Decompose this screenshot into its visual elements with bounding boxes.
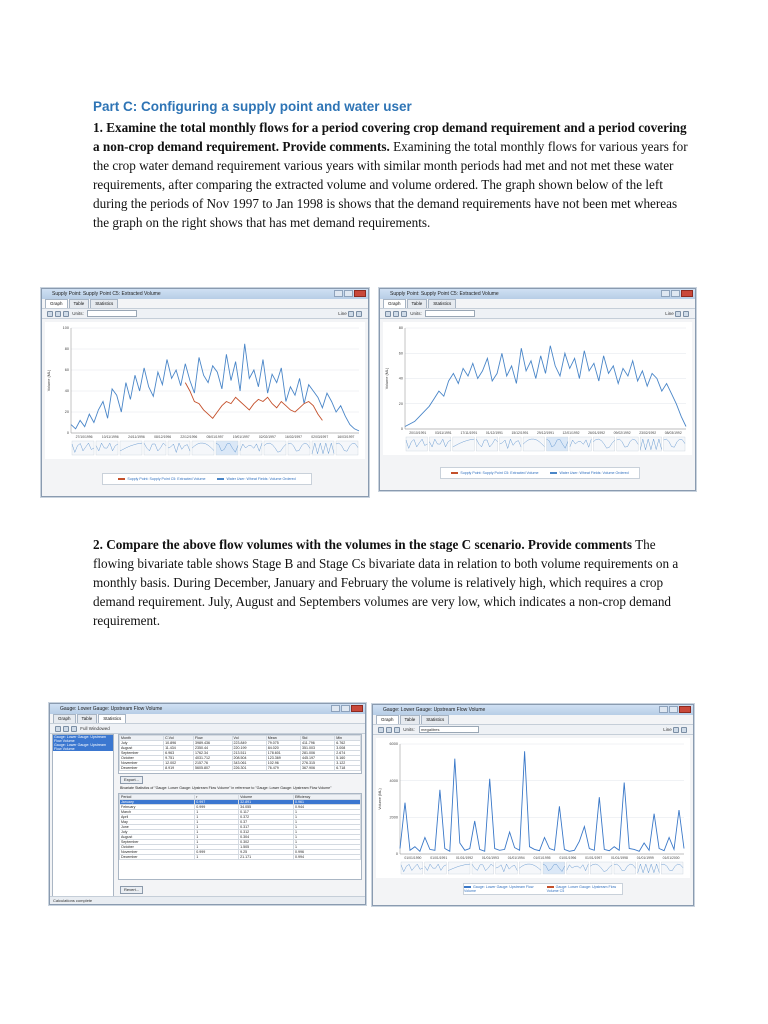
table-header-cell[interactable]: Month <box>120 736 164 741</box>
table-cell: 84.020 <box>266 746 300 751</box>
overview-thumbnail <box>547 437 568 451</box>
y-tick-label: 80 <box>64 347 69 352</box>
screenshot-statistics <box>49 703 366 905</box>
minimize-button[interactable] <box>661 290 670 297</box>
table-cell: 34.055 <box>239 805 294 810</box>
overview-thumbnail <box>288 441 310 455</box>
chart-area <box>376 738 690 878</box>
y-axis-label: Volume (ML) <box>47 369 51 392</box>
legend-item <box>550 471 628 475</box>
table-cell: 0.994 <box>293 855 360 860</box>
overview-thumbnail <box>570 437 591 451</box>
table-cell: 0.944 <box>293 805 360 810</box>
table-cell: 208.504 <box>232 756 266 761</box>
legend-label: Supply Point: Supply Point C5: Extracted Volume <box>127 477 206 481</box>
table-cell: 4031.712 <box>194 756 233 761</box>
table-cell: December <box>120 855 195 860</box>
screenshot-extracted-volume-right <box>379 288 696 491</box>
x-tick-label: 29/12/1991 <box>537 431 554 435</box>
x-tick-label: 15/12/1991 <box>511 431 529 435</box>
table-cell: April <box>120 815 195 820</box>
x-tick-label: 01/01/1999 <box>636 856 654 860</box>
table-cell: 0.996 <box>293 850 360 855</box>
graph-toolbar <box>373 724 693 735</box>
bivariate-title: Bivariate Statistics of "Gauge: Lower Gauge: Upstream Flow Volume" in reference to "Gauge: Lower Gauge: Upstream Flow Volume" <box>120 786 332 790</box>
overview-thumbnail <box>453 437 474 451</box>
x-tick-label: 09/02/1992 <box>613 431 631 435</box>
y-axis-label: Volume (ML) <box>378 788 382 810</box>
table-cell: 0.117 <box>239 810 294 815</box>
overview-thumbnail <box>519 862 541 874</box>
y-tick-label: 0 <box>400 427 403 432</box>
table-row[interactable] <box>120 766 361 771</box>
chart-legend <box>440 467 640 479</box>
table-cell: 123.369 <box>266 756 300 761</box>
table-cell: 6.718 <box>335 766 361 771</box>
export-button[interactable]: Export... <box>120 776 143 784</box>
table-cell: 367.906 <box>301 766 335 771</box>
tab-graph[interactable]: Graph <box>376 715 399 724</box>
table-cell: 6.762 <box>335 741 361 746</box>
table-cell: 5605.807 <box>194 766 233 771</box>
print-icon[interactable] <box>673 727 679 733</box>
y-tick-label: 6000 <box>389 742 398 747</box>
table-cell: July <box>120 741 164 746</box>
overview-thumbnail <box>472 862 494 874</box>
table-cell: 0.999 <box>195 805 239 810</box>
legend-item <box>547 885 622 893</box>
x-tick-label: 08/12/1996 <box>154 435 172 439</box>
table-cell: May <box>120 820 195 825</box>
tab-table[interactable]: Table <box>407 299 428 308</box>
table-cell: 220.199 <box>232 746 266 751</box>
table-cell: 0.961 <box>293 800 360 805</box>
table-cell: 79.075 <box>266 741 300 746</box>
table-cell: 1.505 <box>239 845 294 850</box>
table-row[interactable] <box>120 855 361 860</box>
table-cell: 281.006 <box>301 751 335 756</box>
x-tick-label: 01/12/1991 <box>485 431 503 435</box>
x-tick-label: 24/11/1996 <box>128 435 145 439</box>
series-line <box>185 383 322 421</box>
x-tick-label: 01/01/2000 <box>662 856 680 860</box>
series-line <box>405 346 686 427</box>
close-button[interactable] <box>351 705 363 712</box>
table-cell: 1762.34 <box>194 751 233 756</box>
table-cell: 10.896 <box>164 741 194 746</box>
window-title: Supply Point: Supply Point C5: Extracted Volume <box>42 289 368 299</box>
table-cell: 1 <box>195 810 239 815</box>
table-cell: 1 <box>293 830 360 835</box>
legend-swatch-icon <box>451 472 458 474</box>
table-cell: 1 <box>293 810 360 815</box>
overview-thumbnail <box>664 437 685 451</box>
table-cell: 76.479 <box>266 766 300 771</box>
table-cell: 351.003 <box>301 746 335 751</box>
grid-icon[interactable] <box>55 726 61 732</box>
extracted-volume-chart <box>45 322 365 459</box>
tab-table[interactable]: Table <box>69 299 90 308</box>
units-select[interactable]: megalitres <box>419 726 479 733</box>
tab-graph[interactable]: Graph <box>383 299 406 308</box>
view-tabs <box>50 714 365 723</box>
table-cell: 0.317 <box>239 825 294 830</box>
upstream-flow-chart <box>376 738 690 878</box>
maximize-button[interactable] <box>671 290 680 297</box>
units-label: Units: <box>403 727 415 732</box>
overview-thumbnail <box>614 862 636 874</box>
legend-swatch-icon <box>118 478 125 480</box>
y-tick-label: 0 <box>66 431 69 436</box>
chart-area <box>383 322 692 455</box>
legend-label: Water User: Wheat Fields: Volume Ordered <box>226 477 296 481</box>
filter-icon[interactable] <box>63 726 69 732</box>
table-cell: 226.301 <box>232 766 266 771</box>
chart-legend <box>102 473 312 485</box>
y-tick-label: 4000 <box>389 778 398 783</box>
table-cell: 0.312 <box>239 830 294 835</box>
table-cell: 102.96 <box>266 761 300 766</box>
y-tick-label: 80 <box>398 326 403 331</box>
overview-thumbnail <box>567 862 589 874</box>
x-tick-label: 01/01/1995 <box>533 856 551 860</box>
maximize-button[interactable] <box>669 706 678 713</box>
table-cell: August <box>120 835 195 840</box>
close-button[interactable] <box>681 290 693 297</box>
table-cell: 0.304 <box>239 835 294 840</box>
table-cell: 6.963 <box>164 751 194 756</box>
window-title: Supply Point: Supply Point C5: Extracted Volume <box>380 289 695 299</box>
overview-thumbnail <box>120 441 142 455</box>
line-style-label[interactable]: Line <box>338 311 347 316</box>
table-cell: 1 <box>293 825 360 830</box>
x-tick-label: 27/10/1996 <box>75 435 93 439</box>
series-line <box>71 344 359 431</box>
y-tick-label: 100 <box>62 326 69 331</box>
series-line <box>400 751 684 851</box>
overview-thumbnail <box>216 441 238 455</box>
table-cell: 0.37 <box>239 820 294 825</box>
table-cell: 11.434 <box>164 746 194 751</box>
x-tick-label: 16/02/1997 <box>285 435 303 439</box>
table-cell: 445.197 <box>301 756 335 761</box>
table-cell: 8.919 <box>164 766 194 771</box>
legend-swatch-icon <box>550 472 557 474</box>
overview-thumbnail <box>617 437 638 451</box>
table-cell: 2350.44 <box>194 746 233 751</box>
table-header-cell[interactable]: Mean <box>266 736 300 741</box>
legend-label: Gauge: Lower Gauge: Upstream Flow Volume <box>464 885 534 893</box>
table-header-cell[interactable]: Flow <box>194 736 233 741</box>
x-tick-label: 23/02/1992 <box>639 431 657 435</box>
legend-label: Supply Point: Supply Point C5: Extracted Volume <box>460 471 539 475</box>
x-tick-label: 01/01/1998 <box>610 856 628 860</box>
overview-thumbnail <box>448 862 470 874</box>
x-tick-label: 02/03/1997 <box>311 435 329 439</box>
units-label: Units: <box>72 311 84 316</box>
x-tick-label: 26/01/1992 <box>588 431 606 435</box>
home-icon[interactable] <box>378 727 384 733</box>
table-cell: 1 <box>293 835 360 840</box>
units-select[interactable] <box>87 310 137 317</box>
print-icon[interactable] <box>348 311 354 317</box>
y-tick-label: 2000 <box>389 815 398 820</box>
zoom-icon[interactable] <box>393 311 399 317</box>
y-tick-label: 40 <box>398 376 403 381</box>
table-cell: 1 <box>195 855 239 860</box>
overview-thumbnail <box>240 441 262 455</box>
x-tick-label: 01/01/1997 <box>585 856 603 860</box>
table-header-cell[interactable]: Min <box>335 736 361 741</box>
view-tabs <box>380 299 695 308</box>
section-heading: Part C: Configuring a supply point and water user <box>93 99 412 114</box>
tab-table[interactable]: Table <box>77 714 98 723</box>
revert-button[interactable]: Revert... <box>120 886 143 894</box>
x-tick-label: 19/01/1997 <box>232 435 250 439</box>
x-tick-label: 12/01/1992 <box>562 431 580 435</box>
view-tabs <box>42 299 368 308</box>
question-1-block <box>93 119 693 232</box>
tab-statistics[interactable]: Statistics <box>421 715 449 724</box>
series-tree <box>52 734 114 905</box>
settings-icon[interactable] <box>63 311 69 317</box>
table-cell: 1 <box>195 835 239 840</box>
overview-thumbnail <box>661 862 683 874</box>
table-cell: 411.796 <box>301 741 335 746</box>
refresh-icon[interactable] <box>71 726 77 732</box>
tab-graph[interactable]: Graph <box>53 714 76 723</box>
x-tick-label: 01/01/1994 <box>507 856 525 860</box>
monthly-stats-table <box>118 734 362 774</box>
table-cell: 0.999 <box>195 850 239 855</box>
x-tick-label: 03/11/1991 <box>434 431 452 435</box>
y-tick-label: 0 <box>395 852 398 857</box>
overview-thumbnail <box>144 441 166 455</box>
stats-toolbar <box>50 723 365 734</box>
table-cell: 2.674 <box>335 751 361 756</box>
table-header-cell[interactable]: Vol <box>232 736 266 741</box>
status-bar: Calculations complete <box>50 896 365 904</box>
table-cell: January <box>120 800 195 805</box>
table-cell: 3989.436 <box>194 741 233 746</box>
table-cell: 1 <box>195 840 239 845</box>
y-tick-label: 40 <box>64 389 69 394</box>
maximize-button[interactable] <box>344 290 353 297</box>
table-cell: 1 <box>293 845 360 850</box>
overview-thumbnail <box>476 437 497 451</box>
table-header-cell[interactable]: r <box>195 795 239 800</box>
table-cell: 0.997 <box>195 800 239 805</box>
table-cell: December <box>120 766 164 771</box>
print-icon[interactable] <box>675 311 681 317</box>
table-cell: 276.315 <box>301 761 335 766</box>
y-tick-label: 60 <box>64 368 69 373</box>
x-tick-label: 01/01/1993 <box>481 856 499 860</box>
x-tick-label: 10/11/1996 <box>101 435 119 439</box>
table-cell: November <box>120 850 195 855</box>
answer-1: Examining the total monthly flows for various years for the crop water demand requirement various years with similar month periods had met and not met these water requirements, after comparing the extracted volume and volume ordered. The graph shown below of the left during the periods of Nov 1997 to Jan 1998 is shows that the demand requirements have not been met whereas the graph on the right shows that has met demand requirements. <box>93 138 688 230</box>
maximize-button[interactable] <box>341 705 350 712</box>
question-2: 2. Compare the above flow volumes with the volumes in the stage C scenario. Provide comments <box>93 537 633 552</box>
tab-statistics[interactable]: Statistics <box>428 299 456 308</box>
question-1: 1. Examine the total monthly flows for a period covering crop demand requirement and a period covering a non-crop demand requirement. Provide comments. <box>93 120 687 154</box>
x-tick-label: 22/12/1996 <box>180 435 198 439</box>
save-icon[interactable] <box>356 311 362 317</box>
x-tick-label: 01/01/1992 <box>456 856 474 860</box>
table-cell: October <box>120 845 195 850</box>
x-tick-label: 01/01/1996 <box>559 856 577 860</box>
table-cell: 21.171 <box>239 855 294 860</box>
graph-toolbar <box>380 308 695 319</box>
graph-toolbar <box>42 308 368 319</box>
table-cell: September <box>120 751 164 756</box>
chart-area <box>45 322 365 459</box>
table-cell: July <box>120 830 195 835</box>
table-cell: 0.302 <box>239 840 294 845</box>
settings-icon[interactable] <box>401 311 407 317</box>
window-title: Gauge: Lower Gauge: Upstream Flow Volume <box>373 705 693 715</box>
close-button[interactable] <box>679 706 691 713</box>
units-select[interactable] <box>425 310 475 317</box>
table-cell: 2157.76 <box>194 761 233 766</box>
view-tabs <box>373 715 693 724</box>
table-header-cell[interactable]: Period <box>120 795 195 800</box>
table-header-cell[interactable]: Volume <box>239 795 294 800</box>
legend-item <box>217 477 295 481</box>
bivariate-table <box>118 793 362 880</box>
home-icon[interactable] <box>385 311 391 317</box>
answer-2: The flowing bivariate table shows Stage B and Stage Cs bivariate data in relation to both volume requirements on a monthly basis. During December, January and February the volume is relatively high, which requires a crop demand requirement. July, August and Septembers volumes are very low, which indicates a non-crop demand requirement. <box>93 537 679 628</box>
legend-item <box>464 885 535 893</box>
zoom-icon[interactable] <box>55 311 61 317</box>
view-mode-label[interactable]: Full Windowed <box>80 726 110 731</box>
table-cell: June <box>120 825 195 830</box>
table-cell: 5.160 <box>335 756 361 761</box>
table-cell: 9.25 <box>239 850 294 855</box>
units-label: Units: <box>410 311 422 316</box>
table-header-cell[interactable]: Std <box>301 736 335 741</box>
y-axis-label: Volume (ML) <box>385 367 389 390</box>
save-icon[interactable] <box>681 727 687 733</box>
x-tick-label: 01/01/1991 <box>430 856 448 860</box>
save-icon[interactable] <box>683 311 689 317</box>
table-header-cell[interactable]: C.Vol <box>164 736 194 741</box>
table-cell: 1 <box>195 830 239 835</box>
table-cell: 3.008 <box>335 746 361 751</box>
table-cell: March <box>120 810 195 815</box>
x-tick-label: 01/01/1990 <box>404 856 422 860</box>
tab-statistics[interactable]: Statistics <box>90 299 118 308</box>
table-cell: 3.122 <box>335 761 361 766</box>
table-cell: October <box>120 756 164 761</box>
tab-graph[interactable]: Graph <box>45 299 68 308</box>
extracted-volume-chart <box>383 322 692 455</box>
screenshot-upstream-flow <box>372 704 694 906</box>
tree-item[interactable]: Gauge: Lower Gauge: Upstream Flow Volume <box>53 735 113 743</box>
table-cell: 1 <box>195 845 239 850</box>
x-tick-label: 20/10/1991 <box>409 431 427 435</box>
table-cell: 223.849 <box>232 741 266 746</box>
x-tick-label: 08/03/1992 <box>664 431 682 435</box>
tab-statistics[interactable]: Statistics <box>98 714 126 723</box>
x-tick-label: 05/01/1997 <box>206 435 224 439</box>
tree-item[interactable]: Gauge: Lower Gauge: Upstream Flow Volume <box>53 743 113 751</box>
y-tick-label: 20 <box>398 401 403 406</box>
home-icon[interactable] <box>47 311 53 317</box>
table-cell: 0.372 <box>239 815 294 820</box>
x-tick-label: 16/03/1997 <box>337 435 355 439</box>
overview-thumbnail <box>336 441 358 455</box>
chart-legend <box>463 883 623 895</box>
table-cell: 213.511 <box>232 751 266 756</box>
x-tick-label: 17/11/1991 <box>460 431 478 435</box>
table-cell: September <box>120 840 195 845</box>
y-tick-label: 20 <box>64 410 69 415</box>
legend-swatch-icon <box>547 886 554 888</box>
table-cell: August <box>120 746 164 751</box>
table-cell: 1 <box>293 820 360 825</box>
table-cell: 9.751 <box>164 756 194 761</box>
table-cell: 178.601 <box>266 751 300 756</box>
x-tick-label: 02/02/1997 <box>258 435 276 439</box>
table-cell: 32.891 <box>239 800 294 805</box>
y-tick-label: 60 <box>398 351 403 356</box>
legend-item <box>451 471 538 475</box>
table-cell: 1 <box>293 815 360 820</box>
minimize-button[interactable] <box>659 706 668 713</box>
table-cell: 1 <box>293 840 360 845</box>
table-cell: 1 <box>195 820 239 825</box>
minimize-button[interactable] <box>334 290 343 297</box>
window-title: Gauge: Lower Gauge: Upstream Flow Volume <box>50 704 365 714</box>
table-cell: November <box>120 761 164 766</box>
table-cell: 1 <box>195 825 239 830</box>
table-cell: 1 <box>195 815 239 820</box>
legend-item <box>118 477 205 481</box>
screenshot-extracted-volume-left <box>41 288 369 497</box>
legend-label: Gauge: Lower Gauge: Upstream Flow Volume C5 <box>546 885 617 893</box>
legend-swatch-icon <box>217 478 224 480</box>
close-button[interactable] <box>354 290 366 297</box>
question-2-block <box>93 536 693 631</box>
minimize-button[interactable] <box>331 705 340 712</box>
legend-swatch-icon <box>464 886 471 888</box>
table-header-cell[interactable]: Efficiency <box>293 795 360 800</box>
tab-table[interactable]: Table <box>400 715 421 724</box>
legend-label: Water User: Wheat Fields: Volume Ordered <box>559 471 629 475</box>
line-style-label[interactable]: Line <box>663 727 672 732</box>
overview-thumbnail <box>543 862 565 874</box>
table-cell: February <box>120 805 195 810</box>
line-style-label[interactable]: Line <box>665 311 674 316</box>
settings-icon[interactable] <box>394 727 400 733</box>
table-cell: 343.061 <box>232 761 266 766</box>
zoom-icon[interactable] <box>386 727 392 733</box>
table-cell: 12.002 <box>164 761 194 766</box>
